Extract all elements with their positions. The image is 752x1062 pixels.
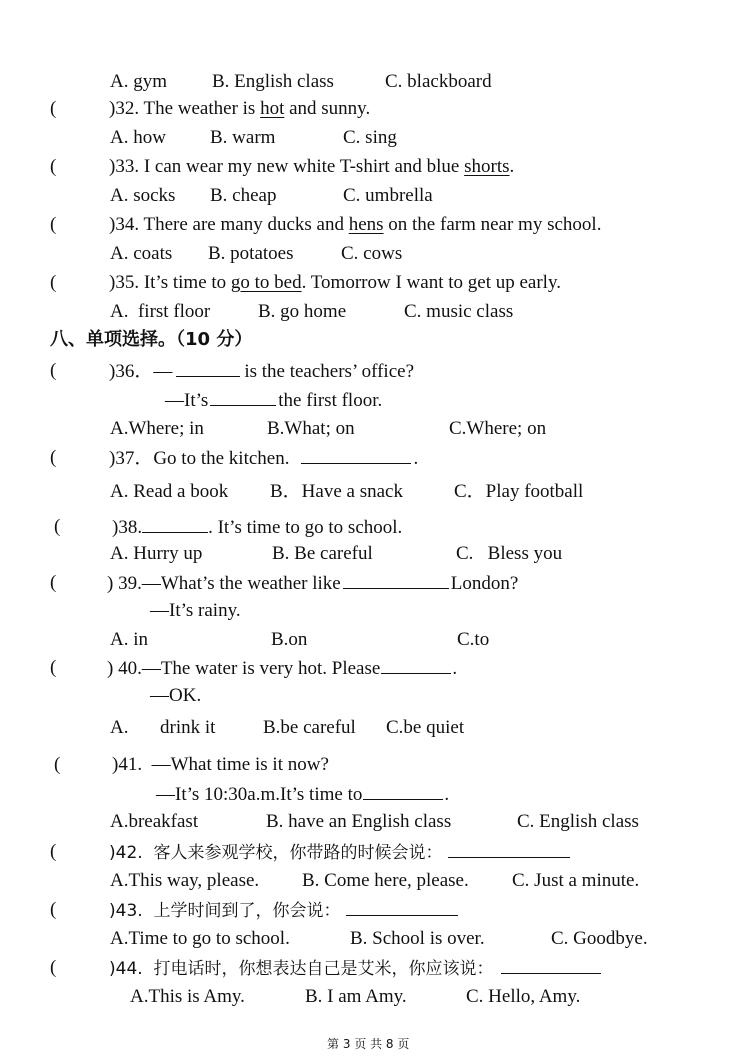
option-c: C. Goodbye. <box>551 928 648 949</box>
answer-line <box>156 784 449 804</box>
question-35 <box>109 273 561 292</box>
answer-blank <box>501 958 601 974</box>
option-a-text: drink it <box>160 717 216 738</box>
option-b: B. English class <box>212 71 334 92</box>
option-b: B.on <box>271 629 308 650</box>
option-a: A. socks <box>110 185 176 206</box>
question-text: . <box>413 448 419 469</box>
question-text: ) 39.—What’s the weather like <box>107 573 341 594</box>
question-text: )34. There are many ducks and <box>109 214 349 235</box>
answer-paren: ( <box>50 572 57 593</box>
question-text: )38. <box>112 517 143 538</box>
question-text: . Tomorrow I want to get up early. <box>301 272 561 293</box>
option-c: C. English class <box>517 811 639 832</box>
question-38 <box>112 517 402 537</box>
answer-blank <box>346 900 458 916</box>
option-b: B. School is over. <box>350 928 485 949</box>
option-c: C.to <box>457 629 490 650</box>
answer-text: . <box>444 784 450 805</box>
answer-paren: ( <box>50 957 57 978</box>
answer-blank <box>301 448 411 464</box>
question-32 <box>109 99 370 118</box>
question-36 <box>109 361 414 381</box>
answer-text: —It’s <box>165 390 209 411</box>
answer-paren: ( <box>50 447 57 468</box>
answer-text: the first floor. <box>278 390 383 411</box>
option-b: B. Be careful <box>272 543 373 564</box>
answer-paren: ( <box>50 657 57 678</box>
question-text: )44. 打电话时，你想表达自己是艾米，你应该说： <box>109 959 494 979</box>
option-c: C. cows <box>341 243 403 264</box>
option-a: A. Hurry up <box>110 543 203 564</box>
option-c: C. sing <box>343 127 397 148</box>
answer-blank <box>142 517 208 533</box>
option-b: B. have an English class <box>266 811 452 832</box>
option-b: B. warm <box>210 127 276 148</box>
option-b: B.What; on <box>267 418 355 439</box>
question-text: )35. It’s time to <box>109 272 231 293</box>
question-41: )41. —What time is it now? <box>112 754 329 775</box>
option-b: B. Come here, please. <box>302 870 469 891</box>
answer-text: —OK. <box>150 685 202 706</box>
question-44 <box>109 958 601 978</box>
underlined-word: hot <box>260 98 285 119</box>
question-text: . <box>509 156 515 177</box>
underlined-word: shorts <box>464 156 510 177</box>
answer-blank <box>381 658 451 674</box>
question-40 <box>107 658 457 678</box>
page-footer: 第 3 页 共 8 页 <box>327 1037 410 1051</box>
option-a: A.This is Amy. <box>130 986 245 1007</box>
answer-paren: ( <box>54 516 61 537</box>
option-c: C. umbrella <box>343 185 433 206</box>
option-c: C. music class <box>404 301 514 322</box>
option-a: A.breakfast <box>110 811 199 832</box>
option-b: B.be careful <box>263 717 356 738</box>
option-c: C. blackboard <box>385 71 492 92</box>
answer-paren: ( <box>50 98 57 119</box>
question-42 <box>109 842 570 862</box>
answer-blank <box>448 842 570 858</box>
answer-paren: ( <box>50 899 57 920</box>
question-text: )36．— <box>109 361 173 382</box>
option-b: B. go home <box>258 301 347 322</box>
underlined-word: hens <box>348 214 384 235</box>
option-c: C．Play football <box>454 481 584 502</box>
question-43 <box>109 900 458 920</box>
option-a: A. <box>110 717 129 738</box>
question-text: )32. The weather is <box>109 98 261 119</box>
option-a: A. first floor <box>110 301 211 322</box>
answer-paren: ( <box>50 360 57 381</box>
answer-text: —It’s 10:30a.m.It’s time to <box>156 784 363 805</box>
option-a: A.This way, please. <box>110 870 260 891</box>
question-text: )43. 上学时间到了，你会说： <box>109 901 341 921</box>
option-a: A. how <box>110 127 166 148</box>
option-b: B. potatoes <box>208 243 294 264</box>
option-a: A.Where; in <box>110 418 204 439</box>
question-text: London? <box>450 573 519 594</box>
answer-line <box>165 390 382 410</box>
answer-paren: ( <box>54 754 61 775</box>
question-39 <box>107 573 518 593</box>
section-heading: 八、单项选择。（10 分） <box>50 329 253 350</box>
question-text: )37．Go to the kitchen. <box>109 448 290 469</box>
answer-blank <box>363 784 443 800</box>
answer-paren: ( <box>50 156 57 177</box>
option-a: A. gym <box>110 71 167 92</box>
answer-paren: ( <box>50 214 57 235</box>
answer-paren: ( <box>50 841 57 862</box>
option-c: C. Just a minute. <box>512 870 640 891</box>
option-b: B. I am Amy. <box>305 986 407 1007</box>
answer-blank <box>210 390 276 406</box>
option-a: A.Time to go to school. <box>110 928 290 949</box>
question-text: )33. I can wear my new white T-shirt and blue <box>109 156 465 177</box>
option-b: B．Have a snack <box>270 481 403 502</box>
question-37 <box>109 448 418 468</box>
question-text: is the teachers’ office? <box>244 361 415 382</box>
option-b: B. cheap <box>210 185 277 206</box>
option-c: C. Hello, Amy. <box>466 986 581 1007</box>
option-a: A. coats <box>110 243 173 264</box>
answer-blank <box>176 361 240 377</box>
option-a: A. Read a book <box>110 481 229 502</box>
option-c: C.be quiet <box>386 717 465 738</box>
question-text: ) 40.—The water is very hot. Please <box>107 658 381 679</box>
question-text: on the farm near my school. <box>383 214 602 235</box>
question-text: )42. 客人来参观学校，你带路的时候会说： <box>109 843 443 863</box>
answer-blank <box>343 573 449 589</box>
question-text: and sunny. <box>284 98 371 119</box>
question-text: . <box>452 658 458 679</box>
question-34 <box>109 215 601 234</box>
answer-paren: ( <box>50 272 57 293</box>
option-c: C.Where; on <box>449 418 547 439</box>
answer-text: —It’s rainy. <box>150 600 241 621</box>
option-c: C. Bless you <box>456 543 563 564</box>
question-text: . It’s time to go to school. <box>208 517 403 538</box>
underlined-word: go to bed <box>230 272 302 293</box>
option-a: A. in <box>110 629 148 650</box>
question-33 <box>109 157 514 176</box>
